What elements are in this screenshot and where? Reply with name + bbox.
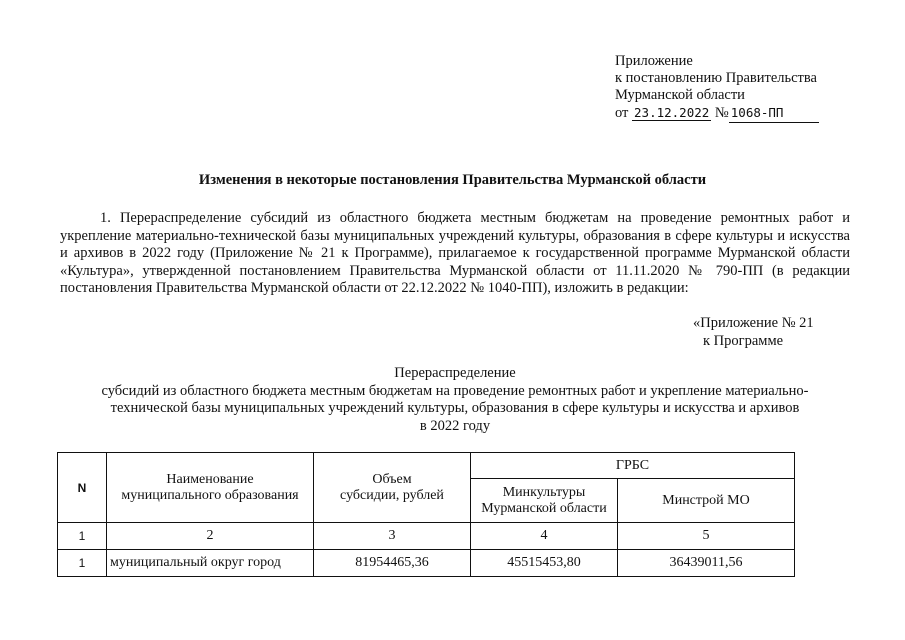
appendix-date-line — [615, 104, 819, 123]
header-minstroy: Минстрой МО — [618, 479, 795, 523]
body-paragraph-text: 1. Перераспределение субсидий из областного бюджета местным бюджетам на проведение ремонтных работ и укрепление материально-технической базы муниципальных учреждений культуры, образования в сфере культуры и искусства и архивов в 2022 году (Приложение № 21 к Программе), прилагаемое к государственной программе Мурманской области «Культура», утвержденной постановлением Правительства Мурманской области от 11.11.2020 № 790-ПП (в редакции постановления Правительства Мурманской области от 22.12.2022 № 1040-ПП), изложить в редакции: — [60, 210, 850, 296]
numbering-cell: 3 — [314, 523, 471, 550]
header-minkult — [471, 479, 618, 523]
row-volume: 81954465,36 — [314, 550, 471, 577]
table-title — [60, 365, 850, 435]
table-title-line-3: технической базы муниципальных учреждений культуры, образования в сфере культуры и искусства и архивов — [110, 400, 800, 416]
annex-reference — [693, 314, 814, 350]
document-heading: Изменения в некоторые постановления Правительства Мурманской области — [198, 172, 707, 188]
table-title-line-2: субсидий из областного бюджета местным бюджетам на проведение ремонтных работ и укрепление материально- — [101, 382, 809, 399]
appendix-number: 1068-ПП — [730, 105, 784, 120]
header-volume-line-2: субсидии, рублей — [340, 487, 444, 503]
appendix-number-sign: № — [714, 105, 729, 121]
annex-line-1: «Приложение № 21 — [693, 315, 814, 331]
appendix-block — [615, 53, 819, 123]
appendix-region: Мурманской области — [615, 87, 745, 103]
table-title-line-4: в 2022 году — [419, 417, 491, 434]
header-minkult-line-2: Мурманской области — [481, 500, 607, 516]
row-name: муниципальный округ город — [107, 550, 314, 577]
header-volume — [314, 453, 471, 523]
header-name-line-1: Наименование — [166, 471, 254, 487]
numbering-cell: 1 — [58, 523, 107, 550]
table-title-line-1: Перераспределение — [394, 365, 516, 381]
appendix-date: 23.12.2022 — [634, 105, 710, 120]
annex-line-2: к Программе — [703, 333, 784, 349]
table-row — [58, 550, 795, 577]
header-n: N — [58, 453, 107, 523]
appendix-resolution: к постановлению Правительства — [615, 70, 817, 86]
subsidy-table — [57, 452, 795, 577]
row-n: 1 — [58, 550, 107, 577]
row-minkult: 45515453,80 — [471, 550, 618, 577]
header-name-line-2: муниципального образования — [121, 487, 299, 503]
numbering-cell: 2 — [107, 523, 314, 550]
appendix-from-label: от — [615, 105, 629, 121]
header-volume-line-1: Объем — [372, 471, 412, 487]
header-minkult-line-1: Минкультуры — [502, 484, 586, 500]
header-grbs: ГРБС — [471, 453, 795, 479]
numbering-cell: 4 — [471, 523, 618, 550]
body-paragraph — [60, 210, 850, 298]
header-name — [107, 453, 314, 523]
row-minstroy: 36439011,56 — [618, 550, 795, 577]
appendix-title: Приложение — [615, 53, 693, 69]
numbering-cell: 5 — [618, 523, 795, 550]
